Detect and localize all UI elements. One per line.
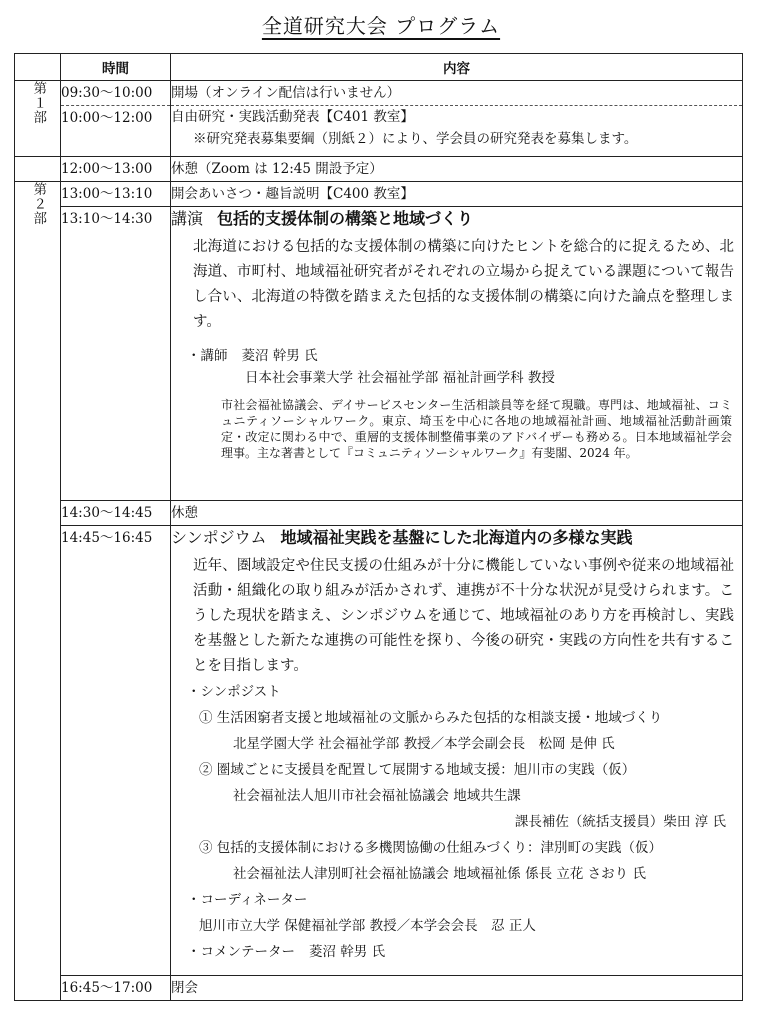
- row-time: 14:45～16:45: [61, 526, 171, 976]
- table-row: [15, 81, 743, 106]
- commentator-line: [171, 939, 742, 965]
- header-row: [15, 54, 743, 81]
- row-content: 開会あいさつ・趣旨説明【C400 教室】: [171, 182, 743, 207]
- coordinator-label: ・コーディネーター: [187, 892, 308, 908]
- part1-label-cell: [15, 81, 61, 157]
- part-blank-cell: [15, 157, 61, 182]
- symposist-2-affiliation: 社会福祉法人旭川市社会福祉協議会 地域共生課: [233, 788, 521, 804]
- lecturer-name: 菱沼 幹男 氏: [241, 348, 318, 364]
- lecturer-line: [171, 345, 742, 367]
- commentator-label: ・コメンテーター: [187, 944, 295, 960]
- row-content-cell: [171, 106, 743, 157]
- row-content: 休憩: [171, 501, 743, 526]
- free-research-note: ※研究発表募集要綱（別紙２）により、学会員の研究発表を募集します。: [193, 131, 638, 147]
- symposium-kind: シンポジウム: [171, 528, 267, 547]
- symposium-cell: [171, 526, 743, 976]
- row-time: 14:30～14:45: [61, 501, 171, 526]
- row-time: 10:00～12:00: [61, 106, 171, 157]
- symposium-description: 近年、圏域設定や住民支援の仕組みが十分に機能していない事例や従来の地域福祉活動・組織化の取り組みが活かされず、連携が不十分な状況が見受けられます。こうした現状を踏まえ、シンポジウムを通じて、地域福祉のあり方を再検討し、実践を基盤とした新たな連携の可能性を探り、今後の研究・実践の方向性を共有することを目指します。: [193, 558, 734, 674]
- lecturer-bio: 市社会福祉協議会、デイサービスセンター生活相談員等を経て現職。専門は、地域福祉、コミュニティソーシャルワーク。東京、埼玉を中心に各地の地域福祉計画、地域福祉活動計画策定・改定に関わる中で、重層的支援体制整備事業のアドバイザーも務める。日本地域福祉学会理事。主な著書として『コミュニティソーシャルワーク』有斐閣、2024 年。: [221, 398, 732, 460]
- header-content: 内容: [171, 54, 743, 81]
- row-time: 13:00～13:10: [61, 182, 171, 207]
- symposists-label: ・シンポジスト: [187, 684, 281, 700]
- lecture-kind: 講演: [171, 209, 204, 228]
- table-row: [15, 106, 743, 157]
- part2-label-cell: [15, 182, 61, 1001]
- page-title: 全道研究大会 プログラム: [261, 14, 501, 38]
- symposist-3-affiliation: 社会福祉法人津別町社会福祉協議会 地域福祉係 係長 立花 さおり 氏: [233, 866, 646, 882]
- row-time: 09:30～10:00: [61, 81, 171, 106]
- symposist-1-title: ① 生活困窮者支援と地域福祉の文脈からみた包括的な相談支援・地域づくり: [199, 710, 663, 726]
- lecturer-affiliation: 日本社会事業大学 社会福祉学部 福祉計画学科 教授: [245, 370, 555, 386]
- symposist-1-affiliation: 北星学園大学 社会福祉学部 教授／本学会副会長 松岡 是伸 氏: [233, 736, 615, 752]
- lecture-heading: [171, 207, 742, 231]
- coordinator: 旭川市立大学 保健福祉学部 教授／本学会会長 忍 正人: [199, 918, 536, 934]
- row-content: 閉会: [171, 976, 743, 1001]
- symposium-title: 地域福祉実践を基盤にした北海道内の多様な実践: [280, 528, 633, 547]
- symposist-2-affiliation2: 課長補佐（統括支援員）柴田 淳 氏: [514, 814, 726, 830]
- free-research-title: 自由研究・実践活動発表【C401 教室】: [171, 109, 414, 125]
- lecture-title: 包括的支援体制の構築と地域づくり: [217, 209, 474, 228]
- symposium-heading: [171, 526, 742, 550]
- row-time: 13:10～14:30: [61, 207, 171, 501]
- symposist-2-title: ② 圏域ごとに支援員を配置して展開する地域支援：旭川市の実践（仮）: [199, 762, 636, 778]
- commentator-name: 菱沼 幹男 氏: [309, 944, 386, 960]
- row-content: 休憩（Zoom は 12:45 開設予定）: [171, 157, 743, 182]
- header-blank: [15, 54, 61, 81]
- lecturer-label: ・講師: [187, 348, 228, 364]
- lecture-cell: [171, 207, 743, 501]
- table-row: [15, 501, 743, 526]
- table-row: [15, 182, 743, 207]
- row-content: 開場（オンライン配信は行いません）: [171, 81, 743, 106]
- table-row: [15, 526, 743, 976]
- lecture-description: 北海道における包括的な支援体制の構築に向けたヒントを総合的に捉えるため、北海道、市町村、地域福祉研究者がそれぞれの立場から捉えている課題について報告し合い、北海道の特徴を踏まえた包括的な支援体制の構築に向けた論点を整理します。: [193, 239, 734, 330]
- part2-label: 第２部: [30, 182, 47, 226]
- part1-label: 第１部: [30, 81, 47, 125]
- row-time: 16:45～17:00: [61, 976, 171, 1001]
- program-table: [14, 53, 743, 1001]
- symposist-3-title: ③ 包括的支援体制における多機関協働の仕組みづくり：津別町の実践（仮）: [199, 840, 663, 856]
- table-row: [15, 157, 743, 182]
- table-row: [15, 207, 743, 501]
- row-time: 12:00～13:00: [61, 157, 171, 182]
- header-time: 時間: [61, 54, 171, 81]
- table-row: [15, 976, 743, 1001]
- page-title-wrap: [0, 10, 762, 39]
